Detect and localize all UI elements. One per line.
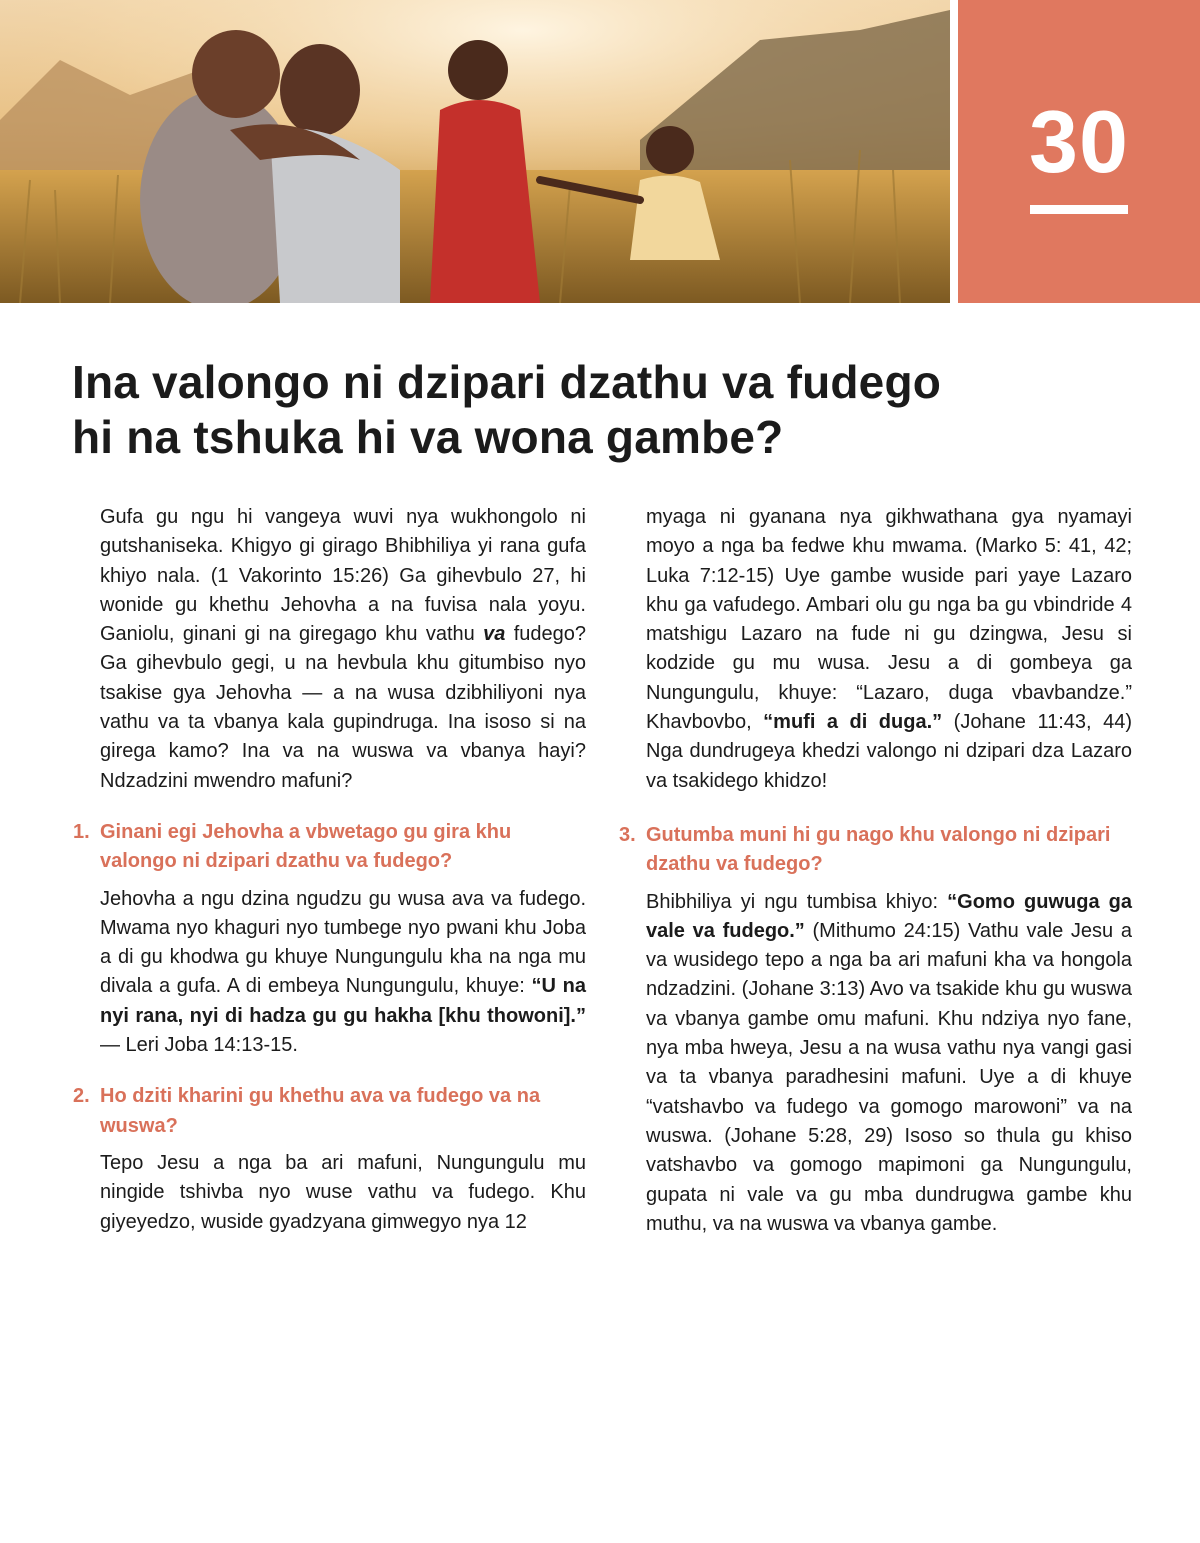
question-1-text: Ginani egi Jehovha a vbwetago gu gira khu valongo ni dzipari dzathu va fudego? bbox=[100, 820, 512, 873]
answer-2-paragraph-start: Tepo Jesu a nga ba ari mafuni, Nungungulu mu ningide tshivba nyo wuse vathu va fudego. Khu giyeyedzo, wuside gyadzyana gimwegyo nya 12 bbox=[100, 1151, 586, 1233]
answer-3-quote: “Gomo guwuga ga vale va fudego.” bbox=[646, 890, 1132, 942]
family-meadow-illustration bbox=[0, 0, 950, 303]
question-2-number: 2. bbox=[73, 1085, 90, 1108]
intro-text-2: fudego? Ga gihevbulo gegi, u na hevbula khu gitumbiso nyo tsakise gya Jehovha — a na wusa dzibhiliyoni nya vathu va ta vbanya kala gupindruga. Ina isoso si na girega kamo? Ina va na wuswa va vbanya hayi? Ndzadzini mwendro mafuni? bbox=[100, 623, 586, 792]
answer-2-quote: “mufi a di duga.” bbox=[763, 711, 943, 734]
answer-3-paragraph bbox=[646, 888, 1132, 1240]
intro-emphasis: va bbox=[483, 623, 506, 646]
lesson-number-underline bbox=[1030, 205, 1128, 214]
lesson-number-box bbox=[958, 0, 1200, 303]
answer-2-text-2: (Johane 11:43, 44) Nga dundrugeya khedzi valongo ni dzipari dza Lazaro va tsakidego khidzo! bbox=[646, 711, 1132, 792]
lesson-title-line-2: hi na tshuka hi va wona gambe? bbox=[72, 411, 784, 463]
lesson-title-line-1: Ina valongo ni dzipari dzathu va fudego bbox=[72, 356, 942, 408]
answer-2-paragraph-continued bbox=[646, 503, 1132, 796]
hero-photo bbox=[0, 0, 950, 303]
question-3-heading bbox=[619, 821, 1132, 880]
right-column bbox=[619, 503, 1132, 1239]
question-2-heading bbox=[73, 1082, 586, 1141]
lesson-number: 30 bbox=[1029, 92, 1129, 191]
answer-3-text-1: Bhibhiliya yi ngu tumbisa khiyo: bbox=[646, 890, 948, 913]
answer-1-quote: “U na nyi rana, nyi di hadza gu gu hakha [khu thowoni].” bbox=[100, 975, 586, 1027]
left-column bbox=[73, 503, 586, 1237]
question-1-heading bbox=[73, 818, 586, 877]
intro-paragraph bbox=[100, 503, 586, 796]
answer-1-text-1: Jehovha a ngu dzina ngudzu gu wusa ava va fudego. Mwama nyo khaguri nyo tumbege nyo pwani khu Joba a di gu khodwa gu khuye Nungungulu kha na nga mu divala a gufa. A di embeya Nungungulu, khuye: bbox=[100, 887, 586, 998]
lesson-title bbox=[72, 355, 1132, 465]
answer-3-text-2: (Mithumo 24:15) Vathu vale Jesu a va wusidego tepo a nga ba ari mafuni kha va hongola ndzadzini. (Johane 3:13) Avo va tsakide khu gu wuswa va vbanya gambe omu mafuni. Khu ndziya nyo fane, nya mba hweya, Jesu a na wusa vathu nya vangi gasi va ta vbanya paradhesini mafuni. Uye a di khuye “vatshavbo va fudego va gomogo marowoni” va na wuswa. (Johane 5:28, 29) Isoso so thula gu khiso vatshavbo va gomogo mapimoni ga Nungungulu, gupata ni vale va gu mba dundrugwa gambe khu muthu, va na wuswa va vbanya gambe. bbox=[646, 919, 1132, 1235]
answer-1-paragraph bbox=[100, 885, 586, 1061]
question-3-text: Gutumba muni hi gu nago khu valongo ni dzipari dzathu va fudego? bbox=[646, 823, 1111, 876]
answer-2-text-1: myaga ni gyanana nya gikhwathana gya nyamayi moyo a nga ba fedwe khu mwama. (Marko 5: 41, 42; Luka 7:12-15) Uye gambe wuside pari yaye Lazaro khu ga vafudego. Ambari olu gu nga ba gu vbindride 4 matshigu Lazaro na fude ni gu dzingwa, Jesu si kodzide gu mu wusa. Jesu a di gombeya ga Nungungulu, khuye: “Lazaro, duga vbavbandze.” Khavbovbo, bbox=[646, 506, 1132, 734]
answer-1-text-2: — Leri Joba 14:13-15. bbox=[100, 1034, 298, 1057]
question-2-text: Ho dziti kharini gu khethu ava va fudego va na wuswa? bbox=[100, 1085, 541, 1137]
question-1-number: 1. bbox=[73, 820, 90, 843]
question-3-number: 3. bbox=[619, 823, 636, 846]
intro-text-1: Gufa gu ngu hi vangeya wuvi nya wukhongolo ni gutshaniseka. Khigyo gi girago Bhibhiliya yi rana gufa khiyo nala. (1 Vakorinto 15:26) Ga gihevbulo 27, hi wonide gu khethu Jehovha a na fuvisa nala yoyu. Ganiolu, ginani gi na giregago khu vathu bbox=[100, 506, 586, 646]
